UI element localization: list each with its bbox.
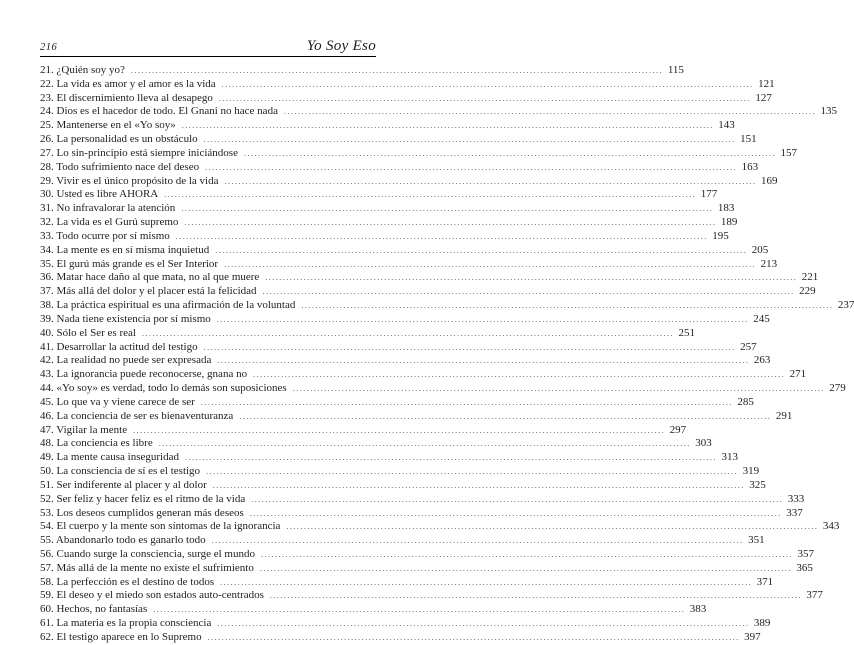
dot-leader <box>222 80 754 89</box>
toc-entry-page: 195 <box>712 229 729 242</box>
toc-entry-page: 127 <box>755 91 772 104</box>
toc-entry-page: 135 <box>820 105 837 118</box>
toc-entry-page: 115 <box>667 64 684 76</box>
toc-entry-page: 319 <box>742 465 760 478</box>
table-of-contents <box>40 64 854 645</box>
dot-leader <box>217 356 749 365</box>
toc-entry-title: 53. Los deseos cumplidos generan más deseos <box>40 506 244 519</box>
toc-entry-page: 371 <box>756 575 774 588</box>
toc-entry-page: 237 <box>837 299 854 312</box>
toc-entry <box>40 465 760 479</box>
toc-entry <box>40 603 707 617</box>
dot-leader <box>204 135 736 144</box>
page-number: 216 <box>40 42 58 53</box>
toc-entry-page: 343 <box>822 520 840 533</box>
toc-entry-page: 313 <box>721 451 738 464</box>
dot-leader <box>176 232 708 241</box>
dot-leader <box>217 315 749 324</box>
toc-entry <box>40 382 846 396</box>
toc-entry-page: 263 <box>753 354 771 367</box>
dot-leader <box>164 190 696 199</box>
toc-entry-title: 44. «Yo soy» es verdad, todo lo demás son suposiciones <box>40 382 287 395</box>
toc-entry <box>40 478 766 493</box>
toc-entry-title: 57. Más allá de la mente no existe el sufrimiento <box>40 561 254 574</box>
toc-entry <box>40 409 793 424</box>
toc-entry-page: 383 <box>689 603 707 616</box>
dot-leader <box>159 439 691 448</box>
toc-entry-title: 47. Vigilar la mente <box>40 423 128 436</box>
dot-leader <box>215 246 747 255</box>
dot-leader <box>131 66 663 75</box>
dot-leader <box>217 619 749 628</box>
toc-entry-title: 30. Usted es libre AHORA <box>40 188 159 201</box>
dot-leader <box>301 301 833 310</box>
toc-entry-page: 365 <box>796 561 813 574</box>
toc-entry-page: 169 <box>760 174 778 187</box>
toc-entry <box>40 105 837 119</box>
toc-entry-title: 54. El cuerpo y la mente son síntomas de la ignorancia <box>40 520 281 533</box>
toc-entry-title: 38. La práctica espiritual es una afirmación de la voluntad <box>40 299 296 312</box>
toc-entry <box>40 229 729 244</box>
toc-entry-page: 143 <box>718 119 735 132</box>
toc-entry-title: 35. El gurú más grande es el Ser Interior <box>40 257 219 270</box>
dot-leader <box>206 467 738 476</box>
toc-entry-page: 157 <box>780 146 797 159</box>
dot-leader <box>260 564 792 573</box>
dot-leader <box>244 149 776 158</box>
toc-entry-page: 389 <box>753 617 771 630</box>
dot-leader <box>293 384 825 393</box>
toc-entry-page: 229 <box>799 285 816 298</box>
toc-entry-title: 49. La mente causa inseguridad <box>40 451 179 464</box>
toc-entry-title: 28. Todo sufrimiento nace del deseo <box>40 160 200 173</box>
dot-leader <box>208 633 740 642</box>
toc-entry <box>40 589 823 603</box>
dot-leader <box>153 605 685 614</box>
dot-leader <box>133 426 665 435</box>
running-title: Yo Soy Eso <box>306 38 376 54</box>
toc-entry-title: 51. Ser indiferente al placer y al dolor <box>40 478 207 491</box>
toc-entry-page: 257 <box>740 340 757 353</box>
toc-entry-title: 24. Dios es el hacedor de todo. El Gnani no hace nada <box>40 105 278 118</box>
toc-entry <box>40 243 769 258</box>
toc-entry <box>40 437 712 451</box>
toc-entry-title: 40. Sólo el Ser es real <box>40 326 136 339</box>
toc-entry-page: 337 <box>786 506 803 519</box>
dot-leader <box>185 453 717 462</box>
toc-entry <box>40 547 814 562</box>
toc-entry <box>40 119 735 133</box>
toc-entry-title: 41. Desarrollar la actitud del testigo <box>40 340 198 353</box>
dot-leader <box>263 287 795 296</box>
toc-entry-title: 42. La realidad no puede ser expresada <box>40 354 212 367</box>
toc-entry <box>40 617 771 631</box>
toc-entry-title: 34. La mente es en sí misma inquietud <box>40 243 210 256</box>
dot-leader <box>224 177 756 186</box>
dot-leader <box>219 94 751 103</box>
toc-entry <box>40 423 687 438</box>
toc-entry-page: 303 <box>695 437 712 450</box>
toc-entry-title: 50. La consciencia de sí es el testigo <box>40 465 201 478</box>
toc-entry-title: 36. Matar hace daño al que mata, no al que muere <box>40 271 260 284</box>
dot-leader <box>212 536 744 545</box>
toc-entry-title: 52. Ser feliz y hacer feliz es el ritmo de la vida <box>40 492 246 505</box>
toc-entry-page: 189 <box>720 216 738 229</box>
toc-entry <box>40 146 797 161</box>
toc-entry-page: 163 <box>741 160 759 173</box>
dot-leader <box>251 495 783 504</box>
toc-entry <box>40 285 816 299</box>
dot-leader <box>270 591 802 600</box>
toc-entry-title: 26. La personalidad es un obstáculo <box>40 133 198 146</box>
toc-entry-title: 25. Mantenerse en el «Yo soy» <box>40 119 176 132</box>
toc-entry <box>40 77 775 92</box>
toc-entry <box>40 257 778 272</box>
toc-entry-title: 27. Lo sin-principio está siempre iniciándose <box>40 146 238 159</box>
toc-entry-title: 29. Vivir es el único propósito de la vida <box>40 174 219 187</box>
toc-entry-page: 177 <box>700 188 718 201</box>
toc-entry-title: 21. ¿Quién soy yo? <box>40 64 125 76</box>
toc-entry <box>40 64 684 78</box>
dot-leader <box>265 273 797 282</box>
dot-leader <box>250 509 782 518</box>
toc-entry-title: 60. Hechos, no fantasías <box>40 603 148 616</box>
toc-entry <box>40 575 774 590</box>
toc-entry-page: 291 <box>775 409 793 422</box>
toc-entry <box>40 312 770 327</box>
toc-entry <box>40 395 754 410</box>
toc-entry <box>40 160 759 175</box>
toc-entry-title: 45. Lo que va y viene carece de ser <box>40 395 195 408</box>
toc-entry <box>40 340 757 355</box>
toc-entry-page: 279 <box>829 382 846 395</box>
toc-entry-page: 325 <box>749 478 766 491</box>
toc-entry-page: 151 <box>740 133 757 146</box>
toc-entry-title: 55. Abandonarlo todo es ganarlo todo <box>40 534 206 547</box>
toc-entry <box>40 326 695 341</box>
dot-leader <box>181 204 713 213</box>
toc-entry <box>40 188 718 202</box>
toc-entry <box>40 492 805 507</box>
toc-entry-page: 213 <box>760 257 778 270</box>
toc-entry-page: 245 <box>753 312 770 325</box>
toc-entry <box>40 174 778 189</box>
dot-leader <box>286 522 818 531</box>
toc-entry-title: 46. La conciencia de ser es bienaventuranza <box>40 409 234 422</box>
dot-leader <box>224 260 756 269</box>
toc-entry <box>40 630 761 645</box>
dot-leader <box>261 550 793 559</box>
toc-entry <box>40 133 757 147</box>
toc-entry <box>40 534 765 548</box>
toc-entry-page: 285 <box>737 395 754 408</box>
toc-entry-title: 62. El testigo aparece en lo Supremo <box>40 630 202 643</box>
toc-entry-title: 56. Cuando surge la consciencia, surge el mundo <box>40 547 255 560</box>
dot-leader <box>239 412 771 421</box>
dot-leader <box>205 163 737 172</box>
toc-entry-page: 297 <box>669 423 687 436</box>
toc-entry-page: 121 <box>758 77 775 90</box>
toc-entry-title: 33. Todo ocurre por sí mismo <box>40 229 170 242</box>
toc-entry-title: 39. Nada tiene existencia por sí mismo <box>40 312 211 325</box>
toc-entry-title: 37. Más allá del dolor y el placer está la felicidad <box>40 285 257 298</box>
toc-entry-title: 43. La ignorancia puede reconocerse, gnana no <box>40 368 248 381</box>
toc-entry-title: 31. No infravalorar la atención <box>40 202 176 215</box>
toc-entry <box>40 561 813 576</box>
dot-leader <box>253 370 785 379</box>
dot-leader <box>213 481 745 490</box>
toc-entry-page: 221 <box>801 271 819 284</box>
toc-entry <box>40 520 840 534</box>
toc-entry <box>40 354 771 368</box>
toc-entry-title: 61. La materia es la propia consciencia <box>40 617 212 630</box>
toc-entry <box>40 451 738 465</box>
toc-entry <box>40 299 854 313</box>
toc-entry-title: 48. La conciencia es libre <box>40 437 153 450</box>
page-header <box>40 36 376 57</box>
toc-entry-title: 22. La vida es amor y el amor es la vida <box>40 77 216 90</box>
dot-leader <box>204 343 736 352</box>
toc-entry <box>40 202 735 216</box>
toc-entry-page: 271 <box>789 368 807 381</box>
dot-leader <box>220 578 752 587</box>
toc-entry-page: 205 <box>751 243 769 256</box>
toc-entry-page: 357 <box>797 547 814 560</box>
toc-entry <box>40 271 819 285</box>
toc-entry-page: 351 <box>748 534 765 547</box>
toc-entry-page: 377 <box>806 589 823 602</box>
toc-entry <box>40 91 772 106</box>
toc-entry-title: 58. La perfección es el destino de todos <box>40 575 215 588</box>
dot-leader <box>142 329 674 338</box>
dot-leader <box>182 121 714 130</box>
toc-entry <box>40 368 807 382</box>
toc-entry-title: 32. La vida es el Gurú supremo <box>40 216 179 229</box>
toc-entry-page: 251 <box>678 326 695 339</box>
toc-entry <box>40 216 738 230</box>
toc-entry-title: 59. El deseo y el miedo son estados auto-centrados <box>40 589 264 602</box>
toc-entry <box>40 506 803 521</box>
toc-entry-page: 333 <box>787 492 805 505</box>
dot-leader <box>201 398 733 407</box>
toc-entry-page: 183 <box>717 202 735 215</box>
dot-leader <box>284 107 816 116</box>
dot-leader <box>184 218 716 227</box>
toc-entry-title: 23. El discernimiento lleva al desapego <box>40 91 213 104</box>
toc-entry-page: 397 <box>744 630 761 643</box>
